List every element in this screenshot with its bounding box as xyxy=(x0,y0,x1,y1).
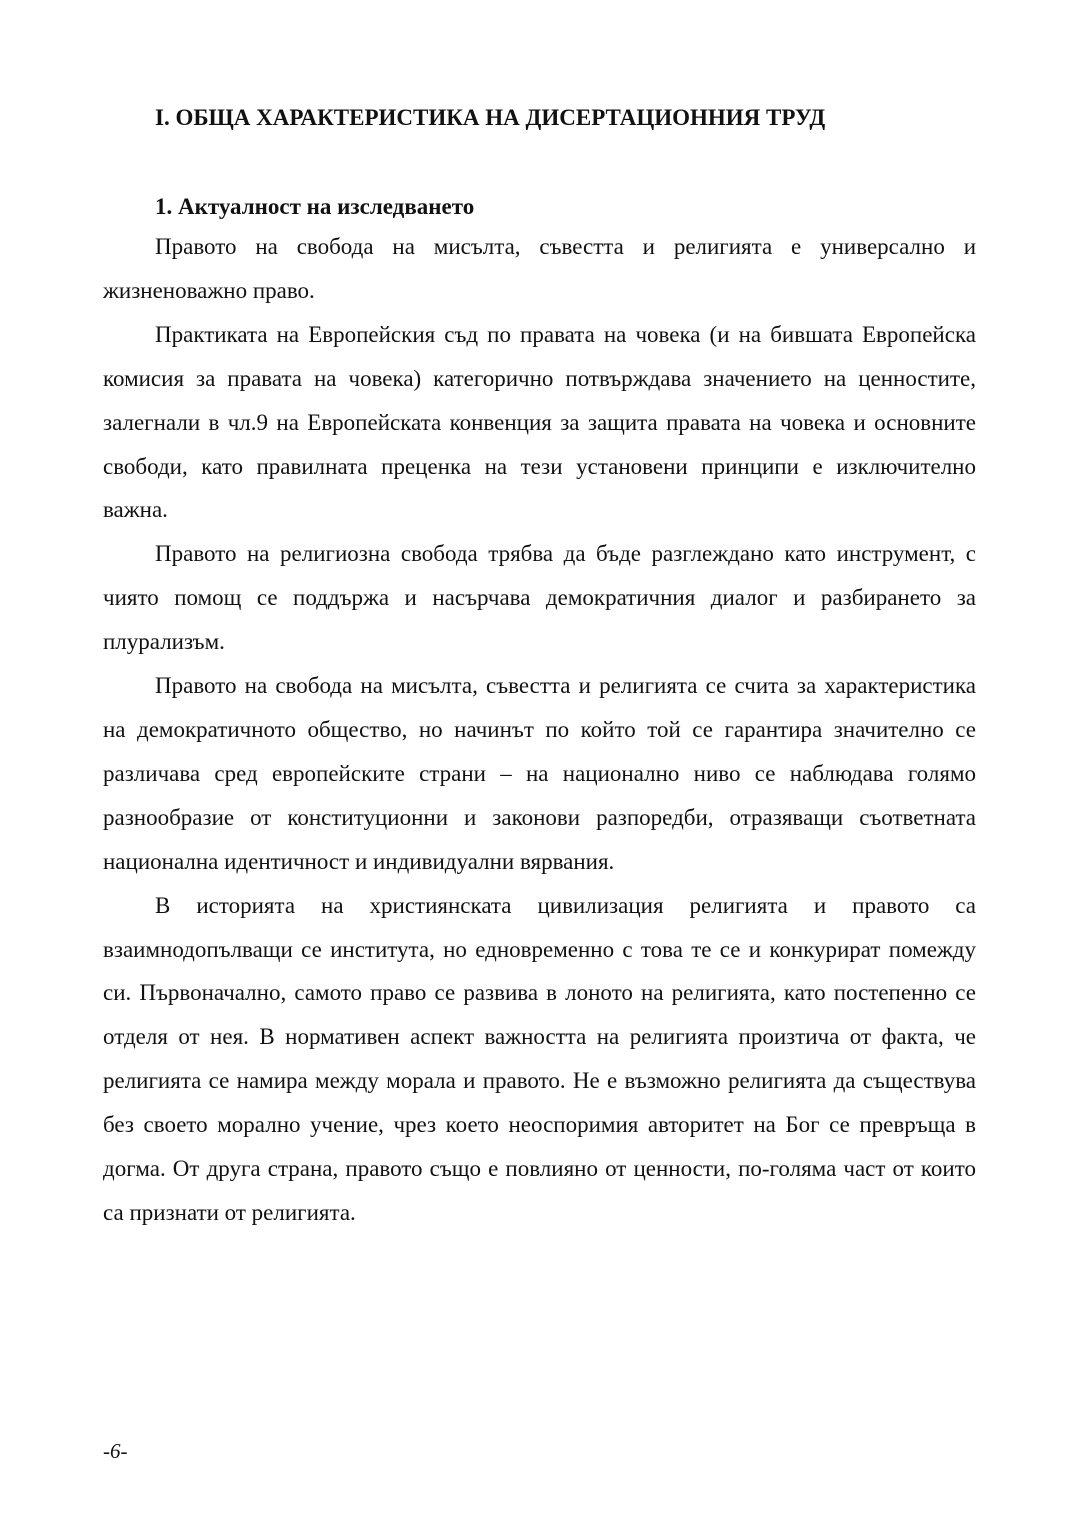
paragraph-5: В историята на християнската цивилизация религията и правото са взаимнодопълващи се института, но едновременно с това те се и конкурират помежду си. Първоначално, самото право се развива в лоното на религията, като постепенно се отделя от нея. В нормативен аспект важността на религията произтича от факта, че религията се намира между морала и правото. Не е възможно религията да съществува без своето морално учение, чрез което неоспоримия авторитет на Бог се превръща в догма. От друга страна, правото също е повлияно от ценности, по-голяма част от които са признати от религията. xyxy=(103,892,976,1225)
section-heading: 1. Актуалност на изследването xyxy=(155,194,475,219)
body-text xyxy=(103,188,976,1235)
paragraph-2: Практиката на Европейския съд по правата на човека (и на бившата Европейска комисия за правата на човека) категорично потвърждава значението на ценностите, залегнали в чл.9 на Европейската конвенция за защита правата на човека и основните свободи, като правилната преценка на тези установени принципи е изключително важна. xyxy=(103,321,976,523)
paragraph-3: Правото на религиозна свобода трябва да бъде разглеждано като инструмент, с чиято помощ се поддържа и насърчава демократичния диалог и разбирането за плурализъм. xyxy=(103,541,976,655)
paragraph-1: Правото на свобода на мисълта, съвестта и религията е универсално и жизненоважно право. xyxy=(103,234,976,303)
paragraph-4: Правото на свобода на мисълта, съвестта и религията се счита за характеристика на демократичното общество, но начинът по който той се гарантира значително се различава сред европейските страни – на национално ниво се наблюдава голямо разнообразие от конституционни и законови разпоредби, отразяващи съответната национална идентичност и индивидуални вярвания. xyxy=(103,673,976,874)
chapter-title: I. ОБЩА ХАРАКТЕРИСТИКА НА ДИСЕРТАЦИОННИЯ ТРУД xyxy=(155,105,826,130)
page-number: -6- xyxy=(103,1439,128,1463)
